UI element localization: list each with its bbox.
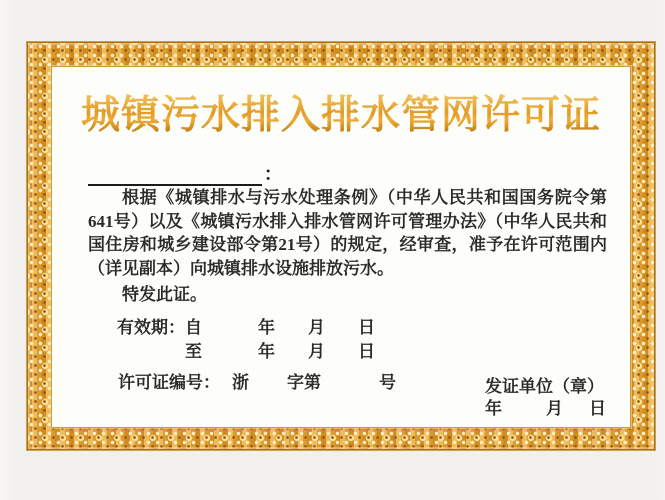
certificate-title: 城镇污水排入排水管网许可证	[52, 94, 630, 138]
validity-from-month-label: 月	[308, 318, 325, 337]
issuer-label-text: 发证单位（章）	[485, 377, 604, 396]
addressee-blank-underline	[88, 169, 262, 186]
validity-to-month-label: 月	[308, 342, 325, 361]
closing-line: 特发此证。	[122, 285, 207, 304]
permit-number-row	[118, 371, 396, 394]
validity-to-prefix: 至	[185, 342, 202, 361]
validity-from-year-label: 年	[258, 318, 275, 337]
validity-from-row	[117, 316, 375, 339]
issuer-seal-label	[485, 375, 604, 398]
permit-middle-text: 字第	[287, 373, 321, 392]
permit-number-label: 许可证编号：	[118, 373, 220, 392]
certificate-panel	[52, 67, 630, 427]
issuer-day-label: 日	[589, 399, 606, 418]
validity-to-year-label: 年	[258, 342, 275, 361]
permit-suffix: 号	[379, 373, 396, 392]
issuer-date-row	[485, 397, 606, 420]
permit-province-char: 浙	[232, 373, 249, 392]
ornate-gold-border	[27, 42, 655, 450]
addressee-line	[88, 160, 282, 184]
validity-to-day-label: 日	[358, 342, 375, 361]
validity-from-prefix: 自	[185, 318, 202, 337]
validity-from-day-label: 日	[358, 318, 375, 337]
validity-to-row	[185, 340, 375, 363]
body-paragraph: 根据《城镇排水与污水处理条例》（中华人民共和国国务院令第641号）以及《城镇污水排入排水管网许可管理办法》（中华人民共和国住房和城乡建设部令第21号）的规定，经审查，准予在许可范围内（详见副本）向城镇排水设施排放污水。	[88, 188, 607, 278]
validity-label: 有效期：	[117, 318, 185, 337]
addressee-colon: ：	[264, 164, 282, 184]
issuer-year-label: 年	[485, 399, 502, 418]
issuer-month-label: 月	[546, 399, 563, 418]
